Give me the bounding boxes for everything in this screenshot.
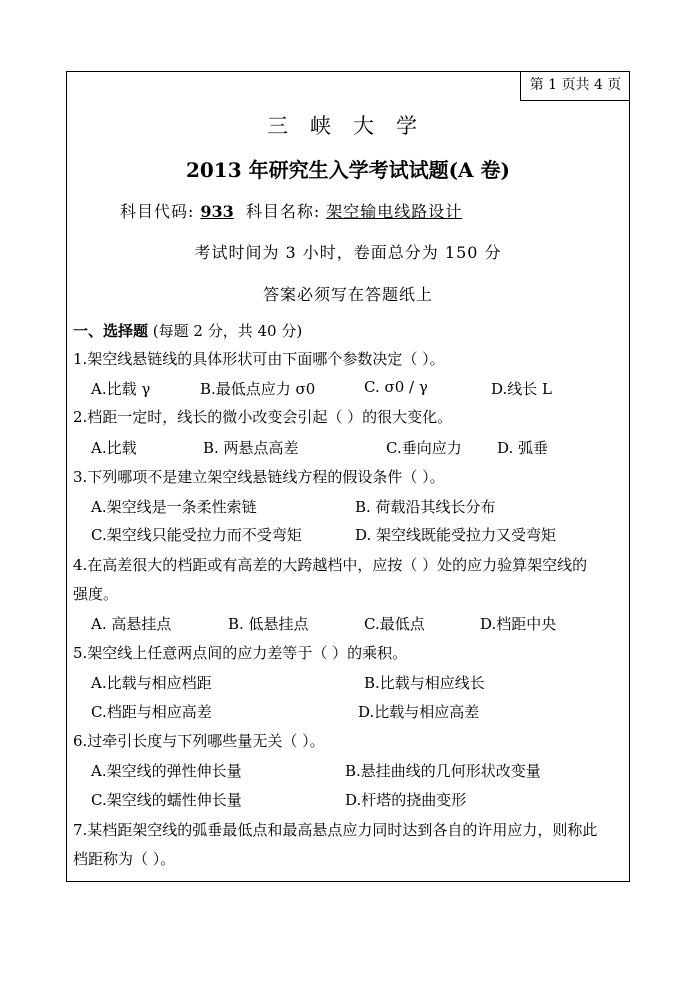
subject-name: 架空输电线路设计 (326, 202, 463, 221)
q5-option-d: D.比载与相应高差 (358, 703, 480, 721)
question-4-line-2: 强度。 (73, 585, 119, 603)
subject-line (120, 199, 462, 222)
subject-name-label: 科目名称: (245, 202, 321, 221)
q6-option-c: C.架空线的蠕性伸长量 (91, 791, 242, 809)
q1-option-d: D.线长 L (491, 380, 552, 398)
q5-option-c: C.档距与相应高差 (91, 703, 212, 721)
q4-option-d: D.档距中央 (480, 615, 557, 633)
q3-option-d: D. 架空线既能受拉力又受弯矩 (355, 526, 557, 544)
exam-info: 考试时间为 3 小时，卷面总分为 150 分 (194, 243, 502, 262)
question-5: 5.架空线上任意两点间的应力差等于（ ）的乘积。 (73, 644, 408, 662)
q1-option-a: A.比载 γ (91, 380, 151, 398)
q1-option-b: B.最低点应力 σ0 (200, 380, 316, 398)
q2-option-a: A.比载 (91, 439, 137, 457)
q6-option-b: B.悬挂曲线的几何形状改变量 (345, 762, 541, 780)
q5-option-b: B.比载与相应线长 (364, 674, 485, 692)
q3-option-c: C.架空线只能受拉力而不受弯矩 (91, 526, 302, 544)
subject-code: 933 (200, 202, 234, 221)
university-name: 三峡大学 (267, 114, 439, 138)
q6-option-a: A.架空线的弹性伸长量 (91, 762, 242, 780)
q6-option-d: D.杆塔的挠曲变形 (345, 791, 467, 809)
q1-option-c: C. σ0 / γ (364, 378, 428, 396)
section-heading (73, 320, 302, 341)
q4-option-b: B. 低悬挂点 (228, 615, 309, 633)
question-1: 1.架空线悬链线的具体形状可由下面哪个参数决定（ ）。 (73, 350, 445, 368)
question-3: 3.下列哪项不是建立架空线悬链线方程的假设条件（ ）。 (73, 468, 445, 486)
q2-option-b: B. 两悬点高差 (203, 439, 299, 457)
q2-option-d: D. 弧垂 (497, 439, 549, 457)
q3-option-b: B. 荷载沿其线长分布 (355, 498, 496, 516)
exam-title: 2013 年研究生入学考试试题(A 卷) (185, 158, 511, 182)
section-title: 一、选择题 (73, 322, 149, 340)
q2-option-c: C.垂向应力 (386, 439, 462, 457)
page-number-box: 第 1 页共 4 页 (520, 71, 630, 101)
q4-option-c: C.最低点 (364, 615, 425, 633)
question-6: 6.过牵引长度与下列哪些量无关（ ）。 (73, 732, 325, 750)
question-7-line-1: 7.某档距架空线的弧垂最低点和最高悬点应力同时达到各自的许用应力，则称此 (73, 821, 598, 839)
answer-note: 答案必须写在答题纸上 (262, 285, 433, 304)
q3-option-a: A.架空线是一条柔性索链 (91, 498, 257, 516)
question-7-line-2: 档距称为（ ）。 (73, 850, 176, 868)
question-2: 2.档距一定时，线长的微小改变会引起（ ）的很大变化。 (73, 408, 453, 426)
q4-option-a: A. 高悬挂点 (91, 615, 172, 633)
section-score-note: (每题 2 分，共 40 分) (152, 322, 303, 340)
q5-option-a: A.比载与相应档距 (91, 674, 212, 692)
subject-code-label: 科目代码: (120, 202, 195, 221)
question-4-line-1: 4.在高差很大的档距或有高差的大跨越档中，应按（ ）处的应力验算架空线的 (73, 556, 588, 574)
